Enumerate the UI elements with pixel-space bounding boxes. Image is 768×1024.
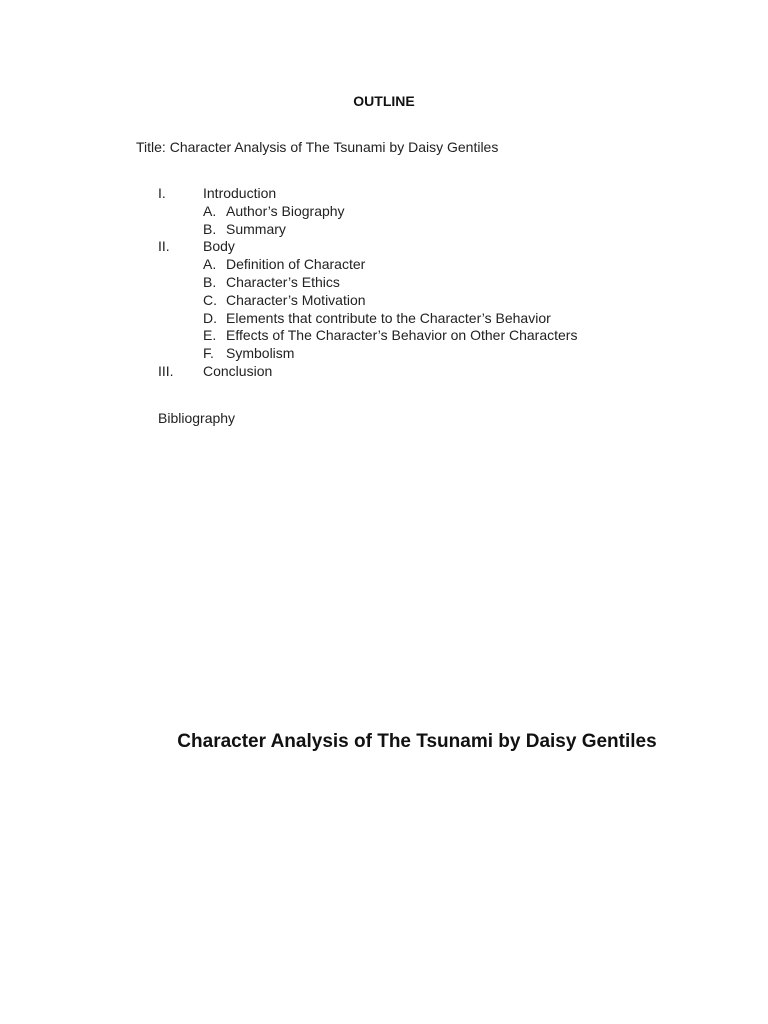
subitem-label: Character’s Motivation bbox=[226, 291, 366, 308]
subitem-letter: C. bbox=[203, 291, 217, 308]
subitem-letter: A. bbox=[203, 202, 217, 219]
subitem-label: Effects of The Character’s Behavior on Other Characters bbox=[226, 327, 578, 344]
subitem-label: Definition of Character bbox=[226, 256, 366, 273]
section-numeral: II. bbox=[158, 238, 170, 255]
subitem-letter: B. bbox=[203, 220, 217, 237]
subitem-letter: B. bbox=[203, 273, 217, 290]
subitem-letter: A. bbox=[203, 256, 217, 273]
section-label: Body bbox=[203, 238, 235, 255]
document-title-line: Title: Character Analysis of The Tsunami by Daisy Gentiles bbox=[136, 139, 499, 155]
section-numeral: I. bbox=[158, 185, 166, 201]
section-label: Introduction bbox=[203, 185, 277, 201]
subitem-letter: E. bbox=[203, 327, 217, 344]
section-label: Conclusion bbox=[203, 362, 273, 379]
outline-heading: OUTLINE bbox=[353, 93, 415, 109]
subitem-label: Summary bbox=[226, 220, 286, 237]
bibliography-label: Bibliography bbox=[158, 410, 236, 426]
essay-title: Character Analysis of The Tsunami by Daisy Gentiles bbox=[177, 731, 657, 752]
section-numeral: III. bbox=[158, 362, 174, 379]
subitem-label: Character’s Ethics bbox=[226, 273, 340, 290]
subitem-letter: F. bbox=[203, 345, 214, 362]
subitem-letter: D. bbox=[203, 309, 217, 326]
subitem-label: Author’s Biography bbox=[226, 202, 345, 219]
subitem-label: Symbolism bbox=[226, 345, 295, 362]
subitem-label: Elements that contribute to the Character’s Behavior bbox=[226, 309, 551, 326]
